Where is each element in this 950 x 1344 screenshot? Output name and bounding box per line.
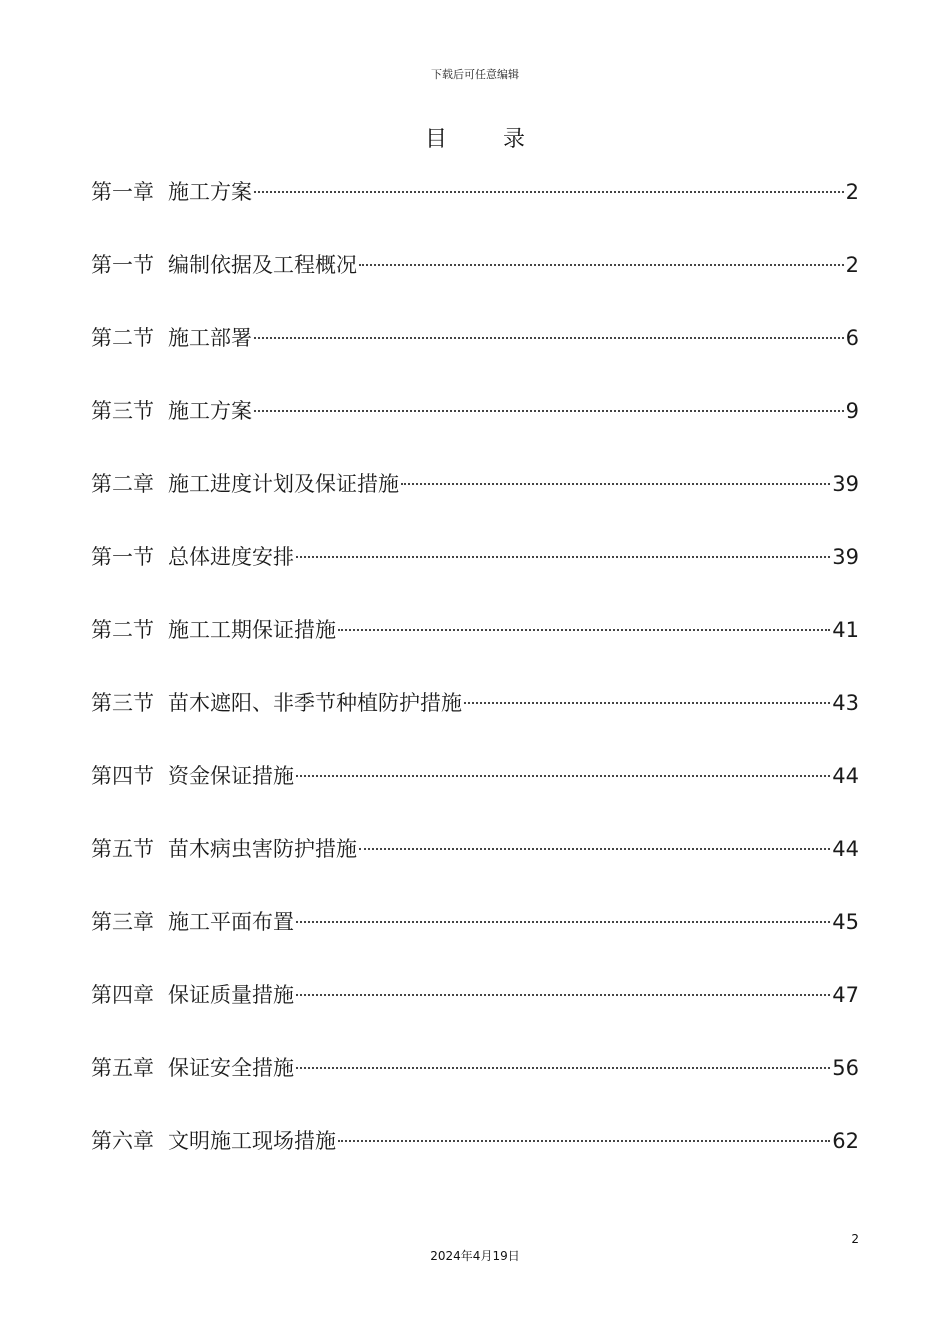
toc-dot-leader <box>254 337 844 339</box>
toc-dot-leader <box>338 1140 830 1142</box>
toc-entry-page: 45 <box>832 910 859 934</box>
table-of-contents <box>91 170 859 1192</box>
toc-entry-page: 2 <box>845 253 859 277</box>
toc-entry-title: 苗木遮阳、非季节种植防护措施 <box>168 691 462 715</box>
toc-entry[interactable] <box>91 462 859 535</box>
toc-entry-title: 资金保证措施 <box>168 764 294 788</box>
toc-entry[interactable] <box>91 243 859 316</box>
toc-entry[interactable] <box>91 535 859 608</box>
header-note: 下载后可任意编辑 <box>431 68 519 81</box>
toc-entry-page: 39 <box>832 545 859 569</box>
toc-entry-page: 39 <box>832 472 859 496</box>
toc-entry-title: 编制依据及工程概况 <box>168 253 357 277</box>
toc-entry-title: 文明施工现场措施 <box>168 1129 336 1153</box>
toc-entry[interactable] <box>91 973 859 1046</box>
toc-entry-number: 第五节 <box>91 837 154 861</box>
toc-entry-number: 第三章 <box>91 910 154 934</box>
toc-entry[interactable] <box>91 827 859 900</box>
toc-entry[interactable] <box>91 170 859 243</box>
toc-title: 目录 <box>424 127 581 152</box>
toc-entry[interactable] <box>91 1046 859 1119</box>
toc-entry-page: 44 <box>832 764 859 788</box>
page-number: 2 <box>851 1232 859 1246</box>
toc-dot-leader <box>401 483 830 485</box>
toc-entry-number: 第四章 <box>91 983 154 1007</box>
toc-dot-leader <box>359 264 844 266</box>
toc-entry-number: 第一节 <box>91 253 154 277</box>
toc-entry[interactable] <box>91 754 859 827</box>
toc-dot-leader <box>296 775 830 777</box>
toc-entry-title: 保证安全措施 <box>168 1056 294 1080</box>
toc-dot-leader <box>296 994 830 996</box>
toc-entry-page: 47 <box>832 983 859 1007</box>
toc-entry-number: 第三节 <box>91 691 154 715</box>
toc-entry-page: 6 <box>845 326 859 350</box>
toc-entry-number: 第四节 <box>91 764 154 788</box>
toc-dot-leader <box>296 1067 830 1069</box>
toc-dot-leader <box>254 410 844 412</box>
toc-entry-title: 施工平面布置 <box>168 910 294 934</box>
toc-entry-title: 施工部署 <box>168 326 252 350</box>
toc-entry-title: 施工工期保证措施 <box>168 618 336 642</box>
toc-dot-leader <box>296 921 830 923</box>
toc-entry[interactable] <box>91 900 859 973</box>
toc-dot-leader <box>296 556 830 558</box>
toc-entry-number: 第三节 <box>91 399 154 423</box>
toc-entry[interactable] <box>91 608 859 681</box>
toc-entry-title: 苗木病虫害防护措施 <box>168 837 357 861</box>
toc-entry-page: 44 <box>832 837 859 861</box>
footer-date: 2024年4月19日 <box>430 1249 520 1263</box>
toc-entry-page: 9 <box>845 399 859 423</box>
toc-entry-title: 施工方案 <box>168 180 252 204</box>
toc-entry-page: 56 <box>832 1056 859 1080</box>
toc-entry-title: 总体进度安排 <box>168 545 294 569</box>
toc-entry-number: 第二章 <box>91 472 154 496</box>
toc-entry-number: 第一章 <box>91 180 154 204</box>
toc-entry-number: 第一节 <box>91 545 154 569</box>
toc-entry-title: 保证质量措施 <box>168 983 294 1007</box>
toc-dot-leader <box>254 191 844 193</box>
toc-entry-number: 第六章 <box>91 1129 154 1153</box>
toc-entry-page: 2 <box>845 180 859 204</box>
toc-entry-number: 第二节 <box>91 618 154 642</box>
toc-entry[interactable] <box>91 1119 859 1192</box>
toc-entry[interactable] <box>91 389 859 462</box>
toc-entry[interactable] <box>91 316 859 389</box>
toc-entry[interactable] <box>91 681 859 754</box>
toc-entry-number: 第二节 <box>91 326 154 350</box>
toc-entry-page: 62 <box>832 1129 859 1153</box>
toc-entry-title: 施工方案 <box>168 399 252 423</box>
toc-dot-leader <box>464 702 830 704</box>
toc-entry-title: 施工进度计划及保证措施 <box>168 472 399 496</box>
toc-dot-leader <box>338 629 830 631</box>
toc-entry-number: 第五章 <box>91 1056 154 1080</box>
toc-dot-leader <box>359 848 830 850</box>
toc-entry-page: 41 <box>832 618 859 642</box>
toc-entry-page: 43 <box>832 691 859 715</box>
